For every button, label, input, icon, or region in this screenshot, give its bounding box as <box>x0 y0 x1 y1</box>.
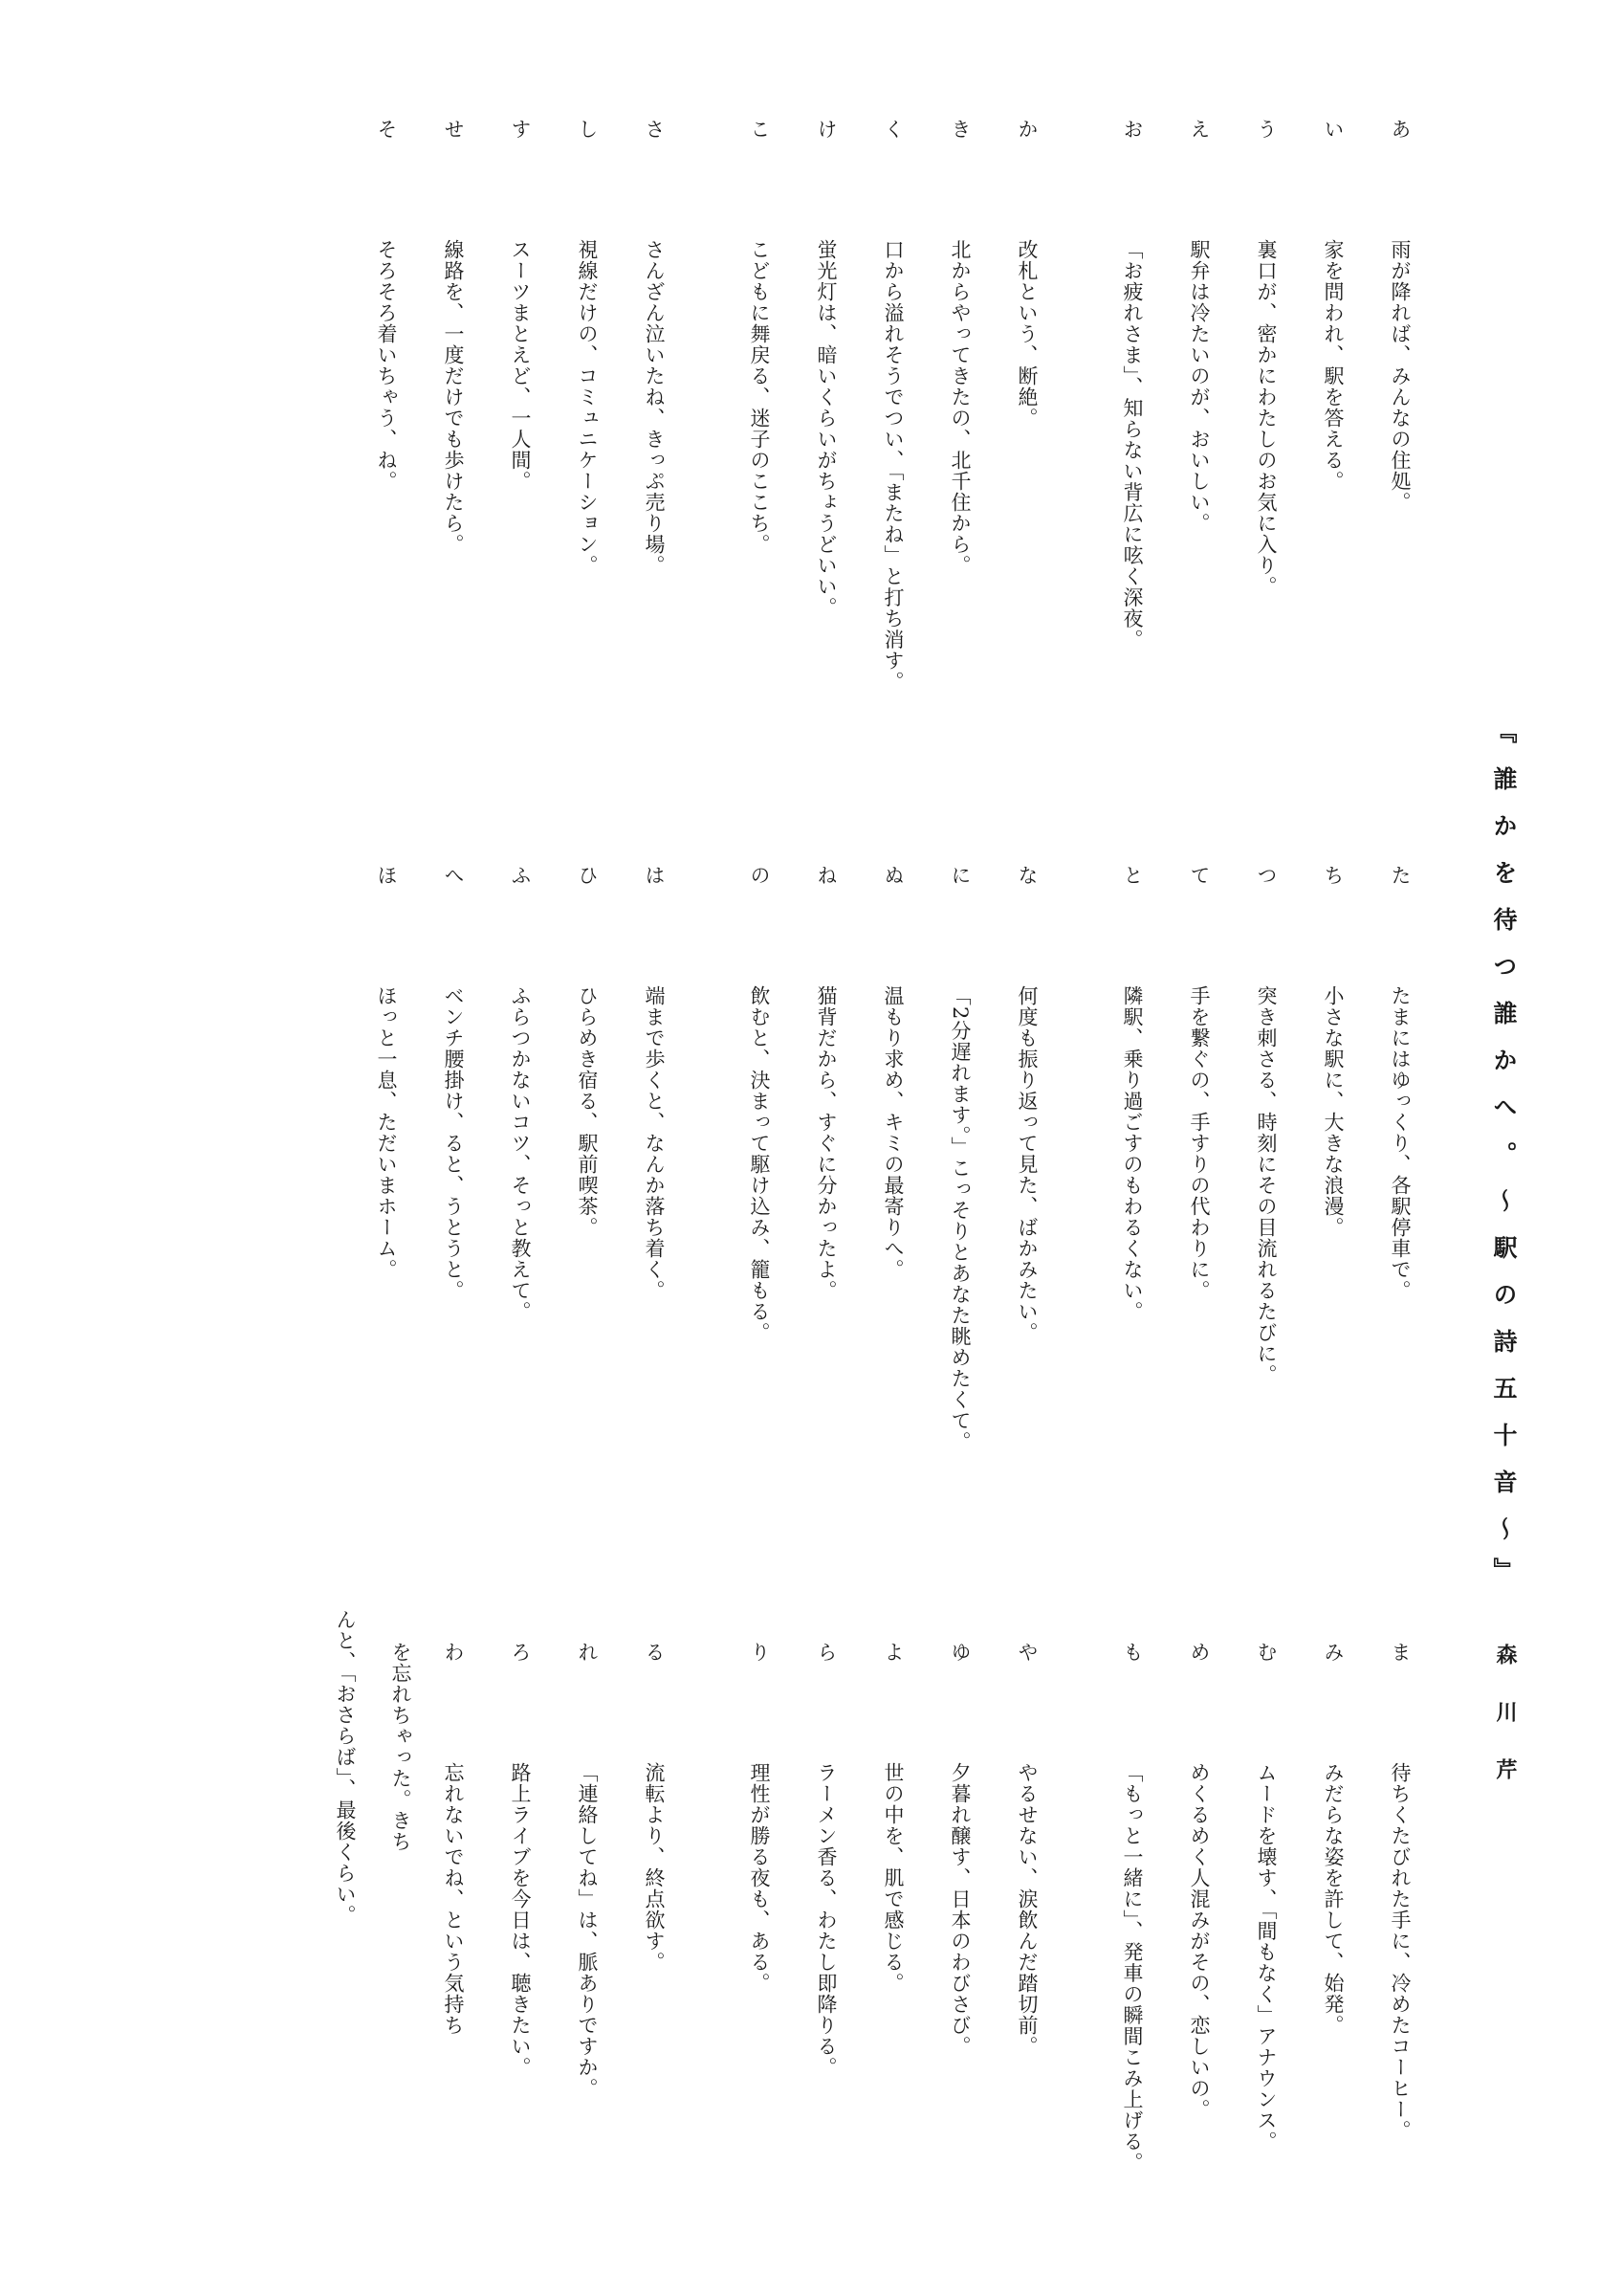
verse-line: 隣駅、乗り過ごすのもわるくない。 <box>1121 985 1144 1322</box>
kana-label: さ <box>643 119 666 139</box>
kana-label: せ <box>442 119 465 139</box>
kana-label: ら <box>815 1642 838 1662</box>
verse-line: たまにはゆっくり、各駅停車で。 <box>1389 985 1412 1301</box>
kana-label: よ <box>882 1642 905 1662</box>
poem-title: 『誰かを待つ誰かへ。～駅の詩五十音～ <box>1490 719 1518 1563</box>
kana-label: お <box>1121 119 1144 139</box>
verse-line: 北からやってきたの、北千住から。 <box>949 239 972 576</box>
verse-line: さんざん泣いたね、きっぷ売り場。 <box>643 239 666 576</box>
kana-label: ふ <box>509 865 532 885</box>
verse-line: ラーメン香る、わたし即降りる。 <box>815 1762 838 2078</box>
kana-label: は <box>643 865 666 885</box>
verse-line: こどもに舞戻る、迷子のここち。 <box>748 239 771 555</box>
kana-label: れ <box>576 1642 599 1662</box>
kana-label: え <box>1188 119 1211 139</box>
kana-label: ま <box>1389 1642 1412 1662</box>
verse-continuation: を忘れちゃった。きち <box>389 1642 412 1852</box>
kana-label: に <box>949 865 972 885</box>
verse-line: 線路を、一度だけでも歩けたら。 <box>442 239 465 555</box>
kana-label: ひ <box>576 865 599 885</box>
verse-line: 駅弁は冷たいのが、おいしい。 <box>1188 239 1211 534</box>
kana-label: ち <box>1322 865 1345 885</box>
verse-line: 端まで歩くと、なんか落ち着く。 <box>643 985 666 1301</box>
verse-line: 家を問われ、駅を答える。 <box>1322 239 1345 492</box>
verse-line: 改札という、断絶。 <box>1016 239 1039 429</box>
kana-label: い <box>1322 119 1345 139</box>
verse-line: ベンチ腰掛け、ると、うとうと。 <box>442 985 465 1301</box>
kana-label: そ <box>375 119 398 139</box>
poem-title-close: 』 <box>1490 1557 1518 1581</box>
kana-label: ほ <box>375 865 398 885</box>
verse-line: 手を繋ぐの、手すりの代わりに。 <box>1188 985 1211 1301</box>
kana-label: へ <box>442 865 465 885</box>
verse-line: みだらな姿を許して、始発。 <box>1322 1762 1345 2036</box>
verse-line: 「お疲れさま」、知らない背広に呟く深夜。 <box>1121 239 1144 651</box>
verse-line: スーツまとえど、一人間。 <box>509 239 532 492</box>
verse-line: 理性が勝る夜も、ある。 <box>748 1762 771 1994</box>
verse-line: 「もっと一緒に」、発車の瞬間こみ上げる。 <box>1121 1762 1144 2174</box>
verse-line: そろそろ着いちゃう、ね。 <box>375 239 398 492</box>
kana-label: め <box>1188 1642 1211 1662</box>
verse-line: ほっと一息、ただいまホーム。 <box>375 985 398 1280</box>
author-name: 森川芹 <box>1493 1644 1518 1816</box>
verse-line: 待ちくたびれた手に、冷めたコーヒー。 <box>1389 1762 1412 2141</box>
kana-label: て <box>1188 865 1211 885</box>
kana-label: り <box>748 1642 771 1662</box>
verse-line: 路上ライブを今日は、聴きたい。 <box>509 1762 532 2078</box>
kana-label: う <box>1255 119 1278 139</box>
verse-line: 世の中を、肌で感じる。 <box>882 1762 905 1994</box>
kana-label: か <box>1016 119 1039 139</box>
verse-line: 忘れないでね、という気持ち <box>442 1762 465 2036</box>
kana-label: わ <box>442 1642 465 1662</box>
verse-line: 「連絡してね」は、脈ありですか。 <box>576 1762 599 2099</box>
verse-line: 突き刺さる、時刻にその目流れるたびに。 <box>1255 985 1278 1385</box>
verse-line: ムードを壊す、「間もなく」アナウンス。 <box>1255 1762 1278 2152</box>
verse-line: 何度も振り返って見た、ばかみたい。 <box>1016 985 1039 1343</box>
verse-line: 流転より、終点欲す。 <box>643 1762 666 1973</box>
verse-line: 温もり求め、キミの最寄りへ。 <box>882 985 905 1280</box>
kana-label: み <box>1322 1642 1345 1662</box>
verse-line: ひらめき宿る、駅前喫茶。 <box>576 985 599 1238</box>
kana-label: ろ <box>509 1642 532 1662</box>
kana-label: つ <box>1255 865 1278 885</box>
verse-line: 裏口が、密かにわたしのお気に入り。 <box>1255 239 1278 597</box>
kana-label: こ <box>748 119 771 139</box>
verse-line: 夕暮れ醸す、日本のわびさび。 <box>949 1762 972 2057</box>
verse-line: 小さな駅に、大きな浪漫。 <box>1322 985 1345 1238</box>
kana-label: る <box>643 1642 666 1662</box>
kana-label: け <box>815 119 838 139</box>
kana-label: ね <box>815 865 838 885</box>
kana-label: む <box>1255 1642 1278 1662</box>
kana-label: ぬ <box>882 865 905 885</box>
verse-continuation: んと、「おさらば」、最後くらい。 <box>334 1609 357 1926</box>
kana-label: く <box>882 119 905 139</box>
verse-line: 猫背だから、すぐに分かったよ。 <box>815 985 838 1301</box>
kana-label: き <box>949 119 972 139</box>
verse-line: 口から溢れそうでつい、「またね」と打ち消す。 <box>882 239 905 693</box>
verse-line: 視線だけの、コミュニケーション。 <box>576 239 599 576</box>
verse-line: 蛍光灯は、暗いくらいがちょうどいい。 <box>815 239 838 618</box>
kana-label: と <box>1121 865 1144 885</box>
kana-label: し <box>576 119 599 139</box>
kana-label: の <box>748 865 771 885</box>
kana-label: も <box>1121 1642 1144 1662</box>
kana-label: な <box>1016 865 1039 885</box>
verse-line: やるせない、涙飲んだ踏切前。 <box>1016 1762 1039 2057</box>
verse-line: 雨が降れば、みんなの住処。 <box>1389 239 1412 513</box>
kana-label: ゆ <box>949 1642 972 1662</box>
kana-label: や <box>1016 1642 1039 1662</box>
verse-line: 「2分遅れます。」こっそりとあなた眺めたくて。 <box>949 985 972 1452</box>
kana-label: た <box>1389 865 1412 885</box>
kana-label: あ <box>1389 119 1412 139</box>
kana-label: す <box>509 119 532 139</box>
verse-line: 飲むと、決まって駆け込み、籠もる。 <box>748 985 771 1343</box>
verse-line: めくるめく人混みがその、恋しいの。 <box>1188 1762 1211 2120</box>
verse-line: ふらつかないコツ、そっと教えて。 <box>509 985 532 1322</box>
